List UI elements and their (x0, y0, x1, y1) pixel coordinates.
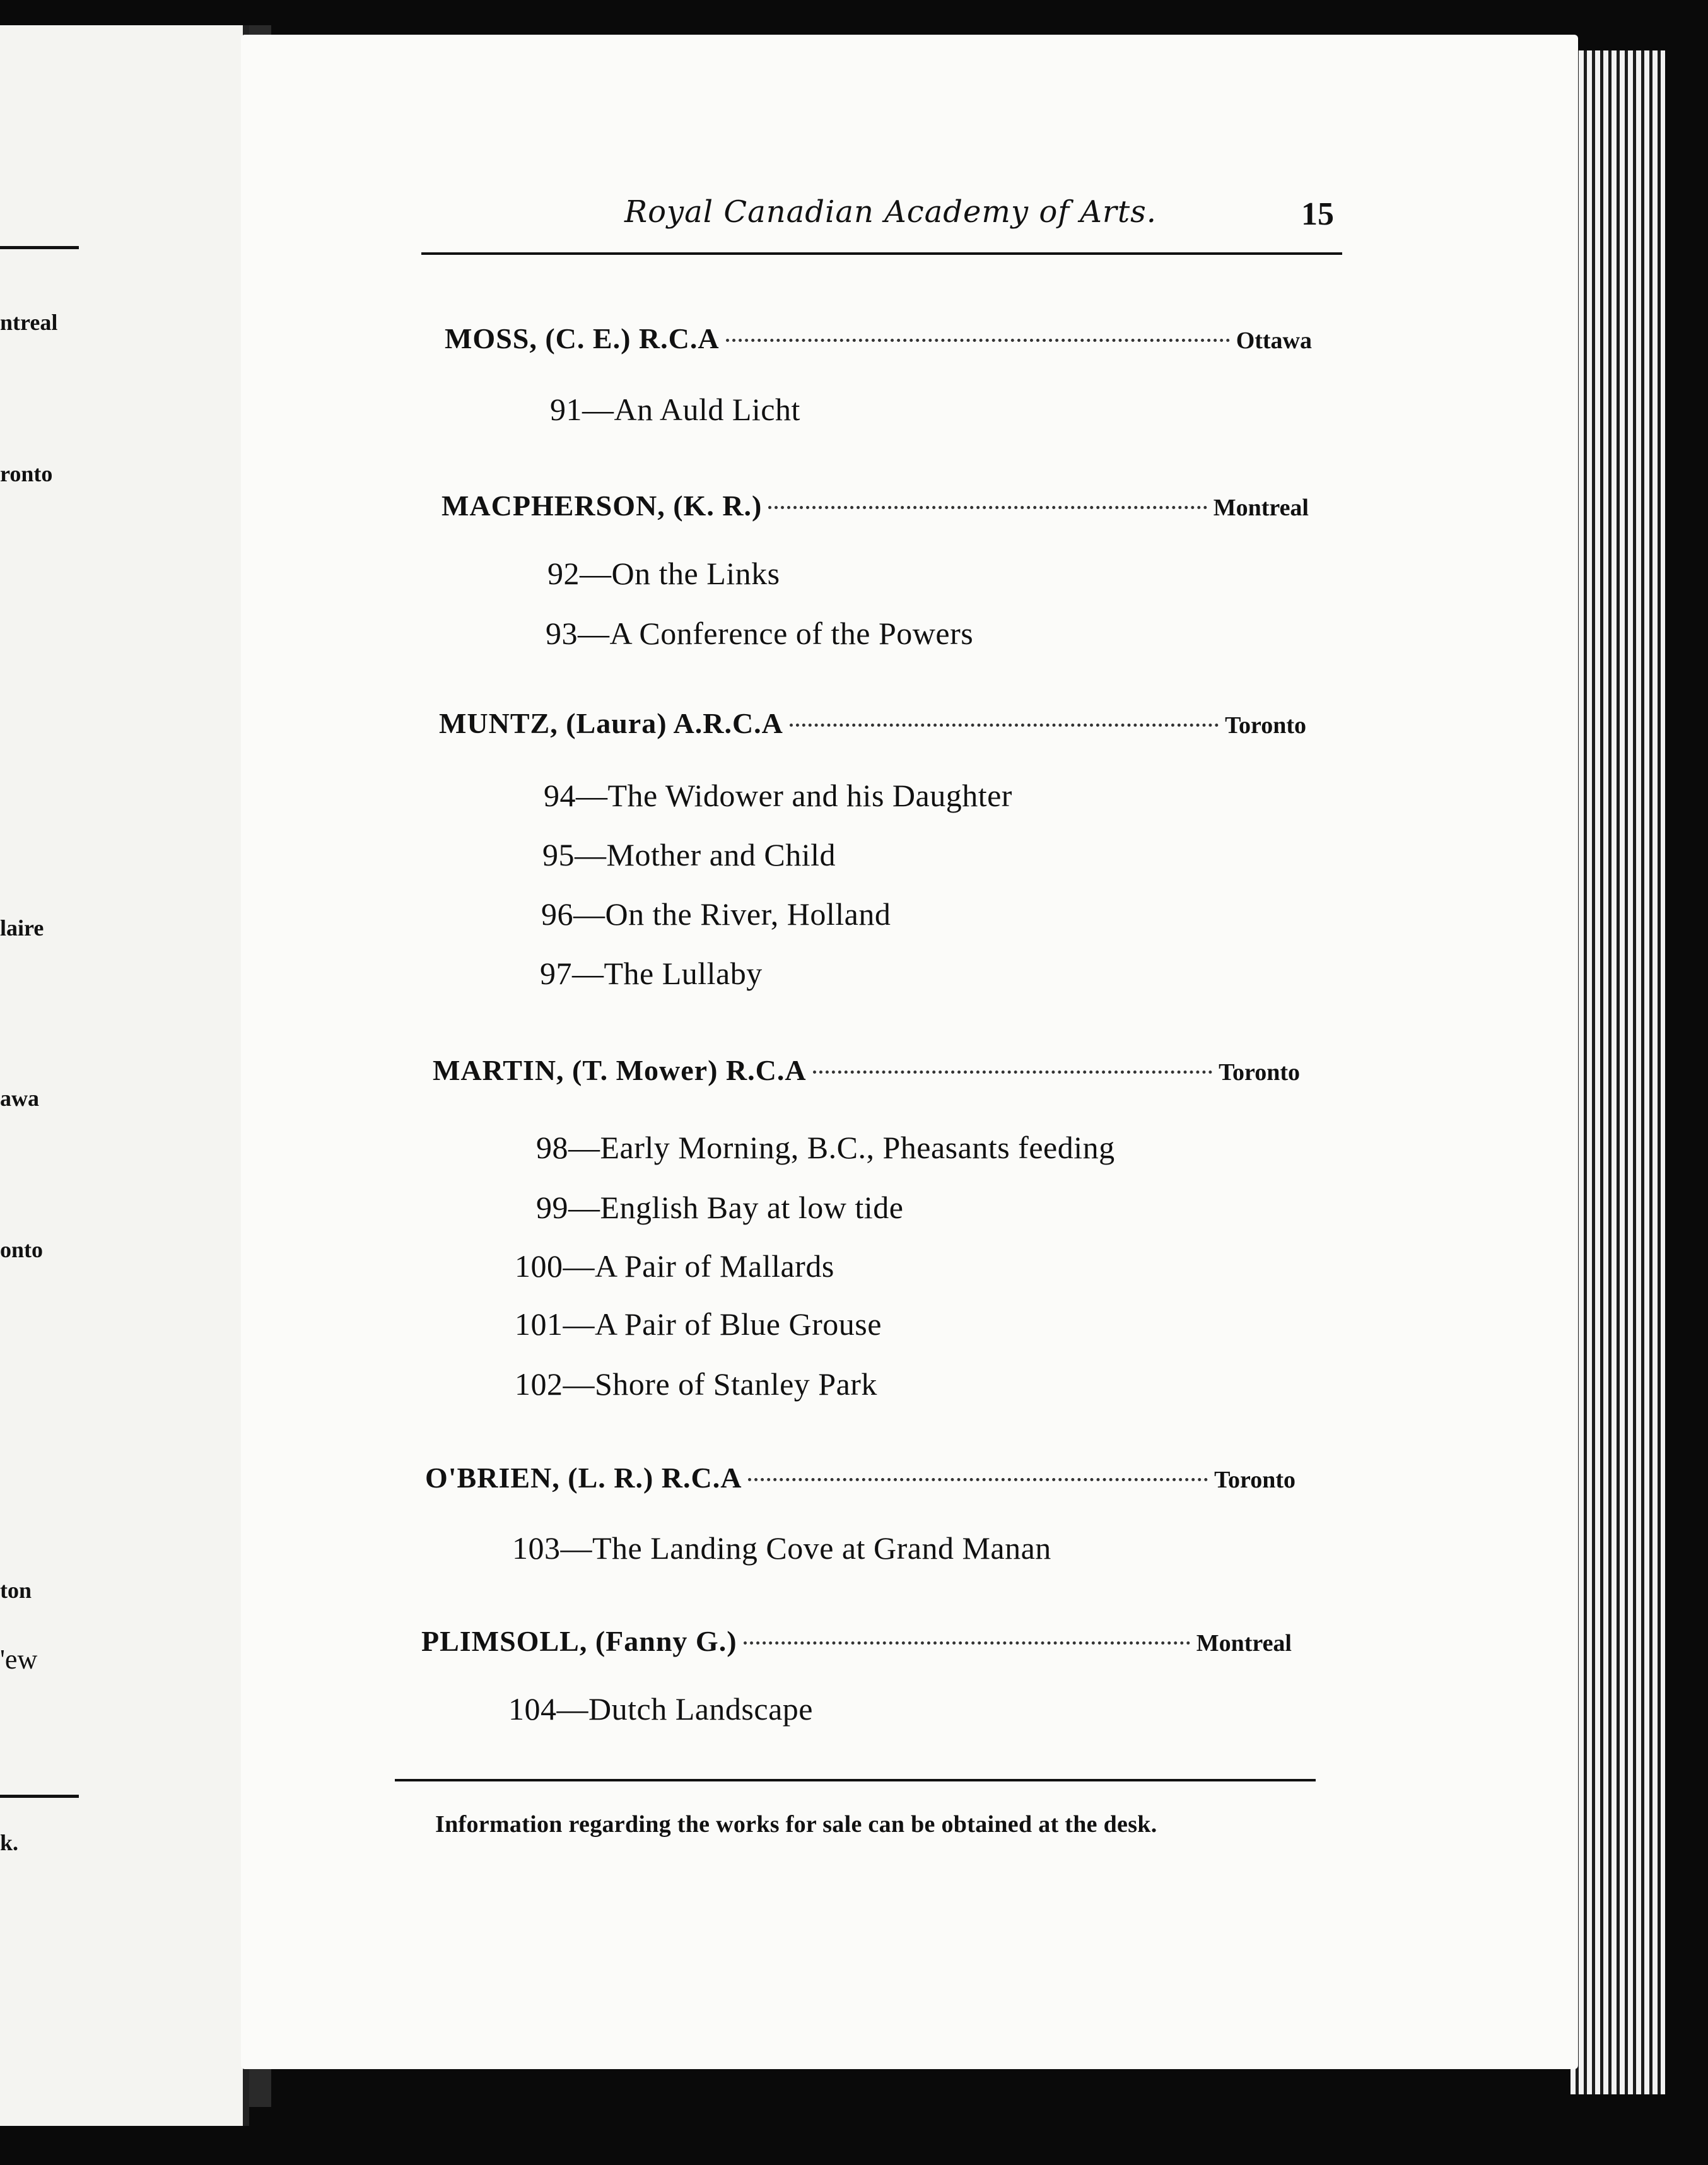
artist-city: Montreal (1196, 1630, 1292, 1657)
leader-dots (813, 1070, 1213, 1074)
facing-page (0, 25, 249, 2126)
artist-city: Toronto (1219, 1059, 1300, 1086)
work-item: 95—Mother and Child (542, 837, 836, 872)
artist-heading (425, 1461, 1296, 1500)
work-item: 103—The Landing Cove at Grand Manan (512, 1530, 1051, 1566)
artist-heading (445, 322, 1312, 361)
running-header (624, 189, 1350, 240)
artist-heading (421, 1624, 1292, 1663)
running-title: Royal Canadian Academy of Arts. (624, 194, 1157, 230)
work-item: 99—English Bay at low tide (536, 1190, 904, 1225)
work-item: 102—Shore of Stanley Park (515, 1366, 877, 1402)
work-item: 92—On the Links (547, 556, 780, 591)
leader-dots (726, 338, 1230, 342)
artist-city: Ottawa (1236, 327, 1312, 354)
work-item: 91—An Auld Licht (550, 392, 800, 427)
artist-city: Montreal (1213, 495, 1309, 521)
artist-city: Toronto (1225, 712, 1306, 739)
facing-page-rule-top (0, 246, 79, 249)
facing-page-fragment: 'ew (0, 1644, 38, 1675)
work-item: 100—A Pair of Mallards (515, 1248, 834, 1284)
facing-page-fragment: ton (0, 1578, 32, 1603)
footer-rule (395, 1779, 1316, 1781)
work-item: 104—Dutch Landscape (508, 1691, 813, 1727)
artist-name: MOSS, (C. E.) R.C.A (445, 322, 720, 355)
facing-page-fragment: k. (0, 1830, 19, 1855)
page-number: 15 (1301, 196, 1334, 232)
work-item: 98—Early Morning, B.C., Pheasants feeding (536, 1130, 1115, 1165)
artist-city: Toronto (1214, 1467, 1296, 1493)
work-item: 96—On the River, Holland (541, 896, 891, 932)
work-item: 101—A Pair of Blue Grouse (515, 1306, 882, 1342)
artist-name: O'BRIEN, (L. R.) R.C.A (425, 1462, 742, 1494)
leader-dots (744, 1641, 1190, 1645)
page-edges (1571, 50, 1665, 2094)
leader-dots (790, 723, 1219, 727)
header-rule (421, 252, 1342, 255)
artist-heading (433, 1053, 1300, 1093)
artist-heading (439, 707, 1306, 746)
facing-page-fragment: awa (0, 1086, 39, 1111)
artist-name: MARTIN, (T. Mower) R.C.A (433, 1054, 807, 1086)
artist-heading (442, 489, 1309, 528)
facing-page-fragment: ronto (0, 461, 53, 486)
artist-name: MACPHERSON, (K. R.) (442, 490, 763, 522)
artist-name: PLIMSOLL, (Fanny G.) (421, 1625, 737, 1657)
facing-page-rule-bottom (0, 1795, 79, 1798)
leader-dots (768, 505, 1207, 509)
facing-page-fragment: onto (0, 1237, 44, 1262)
sale-information-note: Information regarding the works for sale can be obtained at the desk. (435, 1811, 1157, 1838)
artist-name: MUNTZ, (Laura) A.R.C.A (439, 707, 783, 739)
work-item: 93—A Conference of the Powers (546, 616, 974, 651)
work-item: 94—The Widower and his Daughter (544, 778, 1012, 813)
facing-page-fragment: laire (0, 915, 44, 941)
leader-dots (748, 1477, 1208, 1481)
facing-page-fragment: ntreal (0, 310, 58, 335)
work-item: 97—The Lullaby (540, 956, 763, 991)
